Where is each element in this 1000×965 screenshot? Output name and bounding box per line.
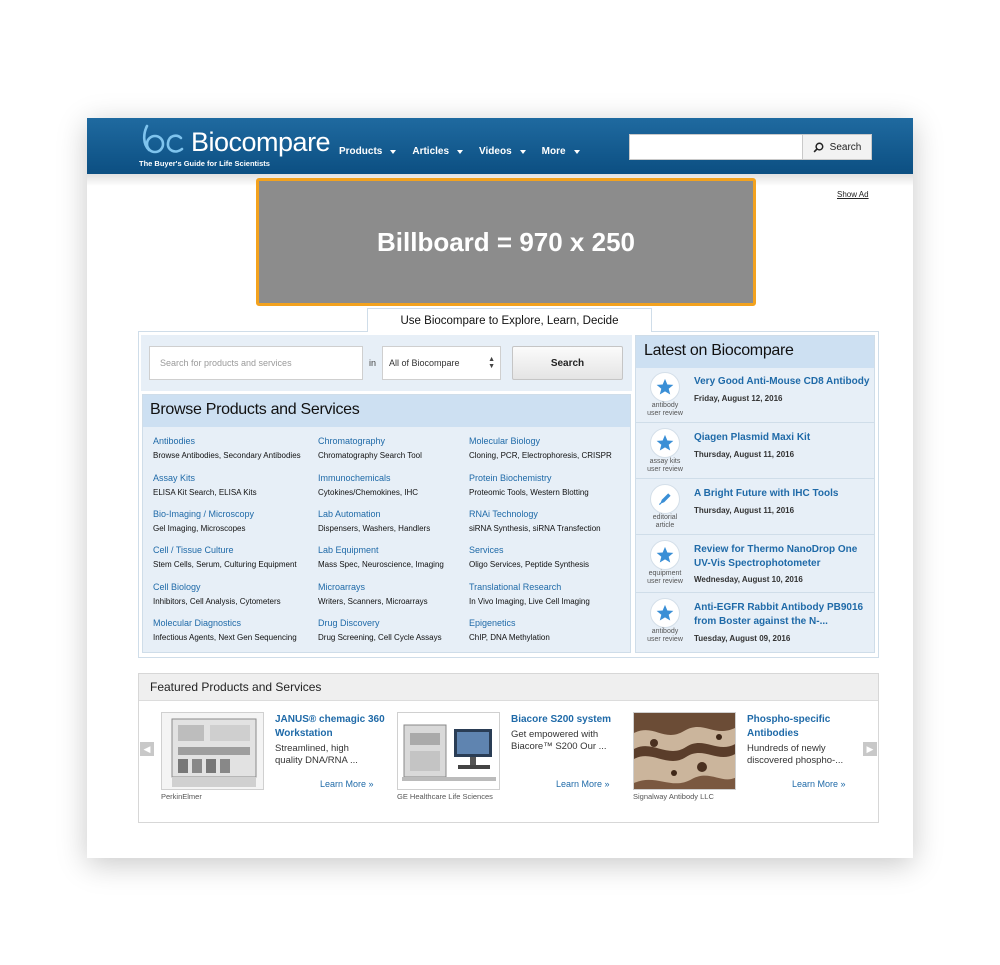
carousel-next-button[interactable] — [863, 742, 877, 756]
news-category-line: article — [655, 522, 675, 529]
star-icon — [650, 372, 680, 402]
category-subtext: Proteomic Tools, Western Blotting — [469, 488, 589, 497]
biocompare-logo-icon[interactable] — [139, 120, 185, 160]
product-vendor: Signalway Antibody LLC — [633, 792, 714, 801]
news-category-line: antibody — [651, 402, 679, 409]
news-category-line: assay kits — [649, 458, 681, 465]
star-icon — [650, 540, 680, 570]
category-subtext: Inhibitors, Cell Analysis, Cytometers — [153, 597, 281, 606]
chevron-down-icon — [390, 150, 396, 154]
nav-label: Products — [339, 146, 383, 157]
category-link[interactable]: Services — [469, 545, 504, 555]
select-arrows-icon: ▲ ▼ — [488, 356, 495, 370]
news-category-line: editorial — [652, 514, 678, 521]
category-link[interactable]: Epigenetics — [469, 618, 516, 628]
category-subtext: Cytokines/Chemokines, IHC — [318, 488, 419, 497]
nav-label: Videos — [479, 146, 512, 157]
news-title-link[interactable]: Very Good Anti-Mouse CD8 Antibody — [694, 376, 870, 387]
nav-videos[interactable] — [479, 146, 526, 157]
category-subtext: Drug Screening, Cell Cycle Assays — [318, 633, 442, 642]
scope-value: All of Biocompare — [389, 358, 460, 368]
header-search-input[interactable] — [629, 134, 803, 160]
product-name-link[interactable]: JANUS® chemagic 360 Workstation — [275, 714, 385, 739]
nav-more[interactable] — [542, 146, 580, 157]
news-category-line: user review — [647, 578, 683, 585]
category-subtext: Browse Antibodies, Secondary Antibodies — [153, 451, 301, 460]
news-category-line: antibody — [651, 628, 679, 635]
news-category — [635, 628, 695, 644]
category-link[interactable]: Immunochemicals — [318, 473, 391, 483]
latest-title: Latest on Biocompare — [644, 342, 794, 359]
category-link[interactable]: Drug Discovery — [318, 618, 380, 628]
news-date: Wednesday, August 10, 2016 — [694, 575, 803, 584]
product-search-button[interactable]: Search — [512, 346, 623, 380]
category-subtext: siRNA Synthesis, siRNA Transfection — [469, 524, 601, 533]
product-image[interactable] — [161, 712, 264, 790]
category-subtext: Dispensers, Washers, Handlers — [318, 524, 431, 533]
category-link[interactable]: Cell / Tissue Culture — [153, 545, 234, 555]
show-ad-link[interactable]: Show Ad — [837, 190, 869, 199]
category-link[interactable]: Bio-Imaging / Microscopy — [153, 509, 255, 519]
nav-products[interactable] — [339, 146, 396, 157]
page-frame — [87, 118, 913, 858]
category-link[interactable]: Translational Research — [469, 582, 562, 592]
category-link[interactable]: Chromatography — [318, 436, 386, 446]
category-subtext: In Vivo Imaging, Live Cell Imaging — [469, 597, 590, 606]
category-link[interactable]: Antibodies — [153, 436, 196, 446]
news-category-line: equipment — [648, 570, 682, 577]
news-date: Tuesday, August 09, 2016 — [694, 634, 791, 643]
nav-articles[interactable] — [412, 146, 463, 157]
category-link[interactable]: RNAi Technology — [469, 509, 538, 519]
featured-title: Featured Products and Services — [150, 680, 322, 694]
category-subtext: Oligo Services, Peptide Synthesis — [469, 560, 590, 569]
category-link[interactable]: Molecular Diagnostics — [153, 618, 242, 628]
divider — [636, 592, 874, 593]
category-subtext: Infectious Agents, Next Gen Sequencing — [153, 633, 297, 642]
news-category — [635, 402, 695, 418]
main-nav — [339, 146, 580, 157]
category-link[interactable]: Lab Automation — [318, 509, 381, 519]
divider — [636, 534, 874, 535]
product-vendor: PerkinElmer — [161, 792, 202, 801]
pen-icon — [650, 484, 680, 514]
news-title-link[interactable]: Qiagen Plasmid Maxi Kit — [694, 432, 811, 443]
news-category-line: user review — [647, 410, 683, 417]
billboard-ad[interactable]: Billboard = 970 x 250 — [256, 178, 756, 306]
news-title-link[interactable]: Anti-EGFR Rabbit Antibody PB9016 from Boster against the N-... — [694, 602, 864, 627]
news-date: Thursday, August 11, 2016 — [694, 506, 795, 515]
category-subtext: ELISA Kit Search, ELISA Kits — [153, 488, 257, 497]
category-subtext: Mass Spec, Neuroscience, Imaging — [318, 560, 444, 569]
chevron-down-icon — [574, 150, 580, 154]
product-name-link[interactable]: Biacore S200 system — [511, 714, 612, 725]
star-icon — [650, 428, 680, 458]
category-subtext: Stem Cells, Serum, Culturing Equipment — [153, 560, 297, 569]
learn-more-link[interactable]: Learn More » — [792, 779, 846, 789]
chevron-right-icon: ▶ — [866, 743, 874, 754]
news-category-line: user review — [647, 466, 683, 473]
product-image[interactable] — [397, 712, 500, 790]
category-link[interactable]: Assay Kits — [153, 473, 196, 483]
category-link[interactable]: Molecular Biology — [469, 436, 541, 446]
product-image[interactable] — [633, 712, 736, 790]
learn-more-link[interactable]: Learn More » — [556, 779, 610, 789]
product-search-input[interactable]: Search for products and services — [149, 346, 363, 380]
news-title-link[interactable]: Review for Thermo NanoDrop One UV-Vis Spectrophotometer — [694, 544, 858, 569]
category-subtext: Gel Imaging, Microscopes — [153, 524, 246, 533]
category-subtext: Chromatography Search Tool — [318, 451, 422, 460]
category-subtext: Writers, Scanners, Microarrays — [318, 597, 428, 606]
product-description: Streamlined, high quality DNA/RNA ... — [275, 743, 358, 766]
news-category — [635, 570, 695, 586]
product-description: Get empowered with Biacore™ S200 Our ... — [511, 729, 607, 752]
in-label: in — [369, 358, 377, 368]
star-icon — [650, 598, 680, 628]
chevron-down-icon — [520, 150, 526, 154]
news-title-link[interactable]: A Bright Future with IHC Tools — [694, 488, 839, 499]
divider — [636, 422, 874, 423]
category-subtext: Cloning, PCR, Electrophoresis, CRISPR — [469, 451, 612, 460]
category-link[interactable]: Cell Biology — [153, 582, 201, 592]
category-link[interactable]: Protein Biochemistry — [469, 473, 552, 483]
nav-label: More — [541, 146, 566, 157]
divider — [636, 478, 874, 479]
header-search-button[interactable] — [803, 134, 872, 160]
category-link[interactable]: Microarrays — [318, 582, 366, 592]
category-subtext: ChIP, DNA Methylation — [469, 633, 550, 642]
search-icon — [813, 142, 824, 153]
nav-label: Articles — [412, 146, 450, 157]
search-scope-select[interactable] — [382, 346, 501, 380]
news-category-line: user review — [647, 636, 683, 643]
product-description: Hundreds of newly discovered phospho-... — [747, 743, 844, 766]
learn-more-link[interactable]: Learn More » — [320, 779, 374, 789]
product-vendor: GE Healthcare Life Sciences — [397, 792, 493, 801]
chevron-down-icon — [457, 150, 463, 154]
carousel-prev-button[interactable] — [140, 742, 154, 756]
search-button-label: Search — [829, 141, 862, 153]
news-date: Friday, August 12, 2016 — [694, 394, 783, 403]
browse-title: Browse Products and Services — [150, 401, 360, 418]
news-date: Thursday, August 11, 2016 — [694, 450, 795, 459]
brand-tagline: The Buyer's Guide for Life Scientists — [139, 159, 270, 168]
product-name-link[interactable]: Phospho-specific Antibodies — [747, 714, 831, 739]
explore-tab: Use Biocompare to Explore, Learn, Decide — [367, 308, 652, 332]
brand-name[interactable]: Biocompare — [191, 127, 331, 157]
news-category — [635, 514, 695, 530]
category-link[interactable]: Lab Equipment — [318, 545, 379, 555]
news-category — [635, 458, 695, 474]
chevron-left-icon: ◀ — [143, 743, 151, 754]
